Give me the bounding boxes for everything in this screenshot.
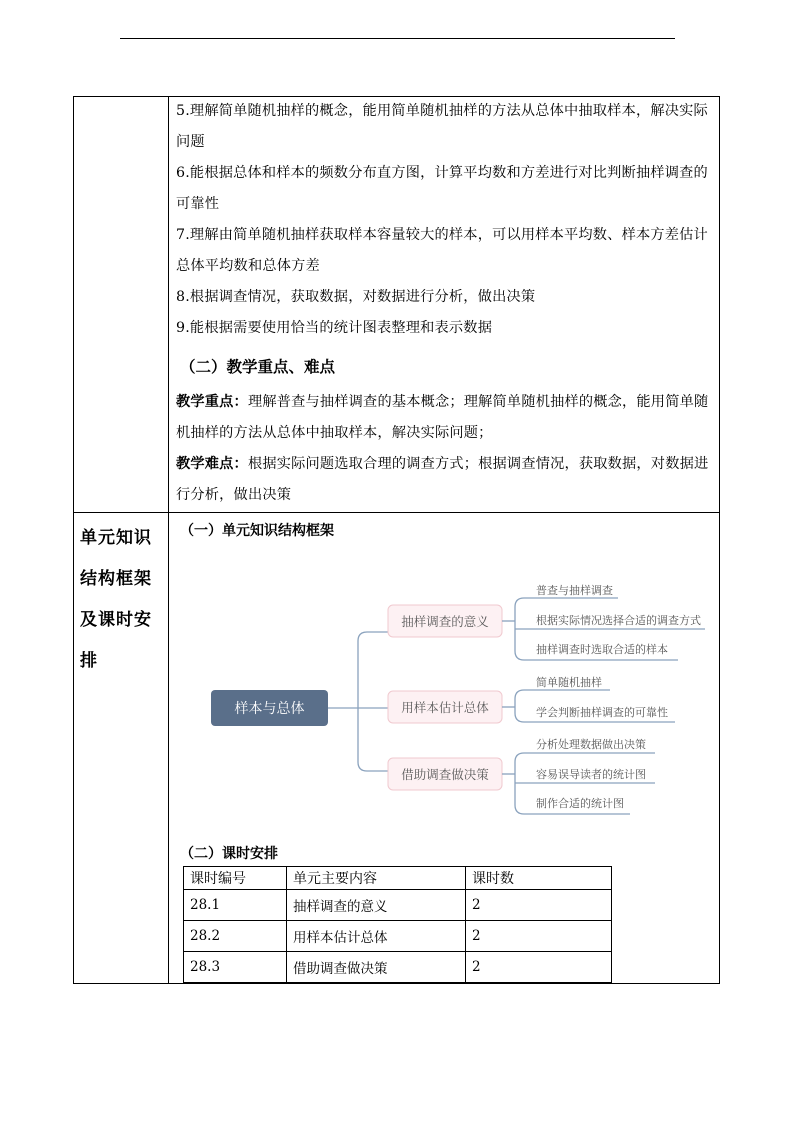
mindmap-leaf: 普查与抽样调查	[536, 584, 613, 597]
mindmap-leaf: 学会判断抽样调查的可靠性	[536, 706, 668, 719]
schedule-cell: 抽样调查的意义	[287, 890, 466, 921]
knowledge-mindmap	[170, 570, 715, 820]
mindmap-leaf: 容易误导读者的统计图	[536, 768, 646, 781]
schedule-cell: 28.1	[184, 890, 287, 921]
schedule-cell: 2	[466, 952, 612, 983]
table-column-divider	[168, 96, 169, 984]
teaching-difficulty-label: 教学难点：	[176, 456, 248, 472]
schedule-header-cell: 课时数	[466, 867, 612, 890]
teaching-difficulty	[176, 449, 716, 511]
mindmap-connector	[358, 632, 367, 771]
mindmap-leaf: 制作合适的统计图	[536, 797, 624, 810]
teaching-focus-text: 理解普查与抽样调查的基本概念；理解简单随机抽样的概念，能用简单随机抽样的方法从总体中抽取样本，解决实际问题；	[176, 394, 709, 441]
schedule-header-cell: 单元主要内容	[287, 867, 466, 890]
teaching-focus-label: 教学重点：	[176, 394, 248, 410]
schedule-heading: （二）课时安排	[180, 846, 278, 862]
unit-left-heading: 单元知识结构框架及课时安排	[80, 528, 152, 671]
header-rule	[120, 38, 675, 39]
schedule-cell: 2	[466, 921, 612, 952]
schedule-cell: 28.2	[184, 921, 287, 952]
schedule-cell: 用样本估计总体	[287, 921, 466, 952]
schedule-cell: 借助调查做决策	[287, 952, 466, 983]
objective-5: 5.理解简单随机抽样的概念，能用简单随机抽样的方法从总体中抽取样本，解决实际问题	[176, 103, 708, 150]
schedule-header-row	[184, 867, 612, 890]
key-points-heading: （二）教学重点、难点	[180, 358, 336, 376]
objective-6: 6.能根据总体和样本的频数分布直方图，计算平均数和方差进行对比判断抽样调查的可靠性	[176, 165, 708, 212]
mindmap-branch-3-label: 借助调查做决策	[401, 767, 489, 782]
mindmap-leaf: 分析处理数据做出决策	[536, 738, 646, 751]
teaching-difficulty-text: 根据实际问题选取合理的调查方式；根据调查情况，获取数据，对数据进行分析，做出决策	[176, 456, 709, 503]
mindmap-root-label: 样本与总体	[234, 701, 305, 717]
objective-9: 9.能根据需要使用恰当的统计图表整理和表示数据	[176, 320, 493, 336]
objective-8: 8.根据调查情况，获取数据，对数据进行分析，做出决策	[176, 289, 536, 305]
mindmap-connector	[515, 690, 524, 722]
table-row	[184, 890, 612, 921]
mindmap-leaf: 简单随机抽样	[536, 676, 602, 689]
schedule-cell: 2	[466, 890, 612, 921]
framework-heading: （一）单元知识结构框架	[180, 523, 334, 539]
mindmap-branch-2-label: 用样本估计总体	[401, 700, 489, 715]
schedule-header-cell: 课时编号	[184, 867, 287, 890]
schedule-cell: 28.3	[184, 952, 287, 983]
teaching-focus	[176, 387, 716, 449]
objective-7: 7.理解由简单随机抽样获取样本容量较大的样本，可以用样本平均数、样本方差估计总体平均数和总体方差	[176, 227, 708, 274]
table-row	[184, 921, 612, 952]
table-row	[184, 952, 612, 983]
mindmap-leaf: 根据实际情况选择合适的调查方式	[536, 614, 701, 627]
table-row-divider	[73, 512, 720, 513]
mindmap-leaf: 抽样调查时选取合适的样本	[536, 643, 668, 656]
mindmap-branch-1-label: 抽样调查的意义	[401, 614, 489, 629]
schedule-table	[183, 866, 612, 983]
